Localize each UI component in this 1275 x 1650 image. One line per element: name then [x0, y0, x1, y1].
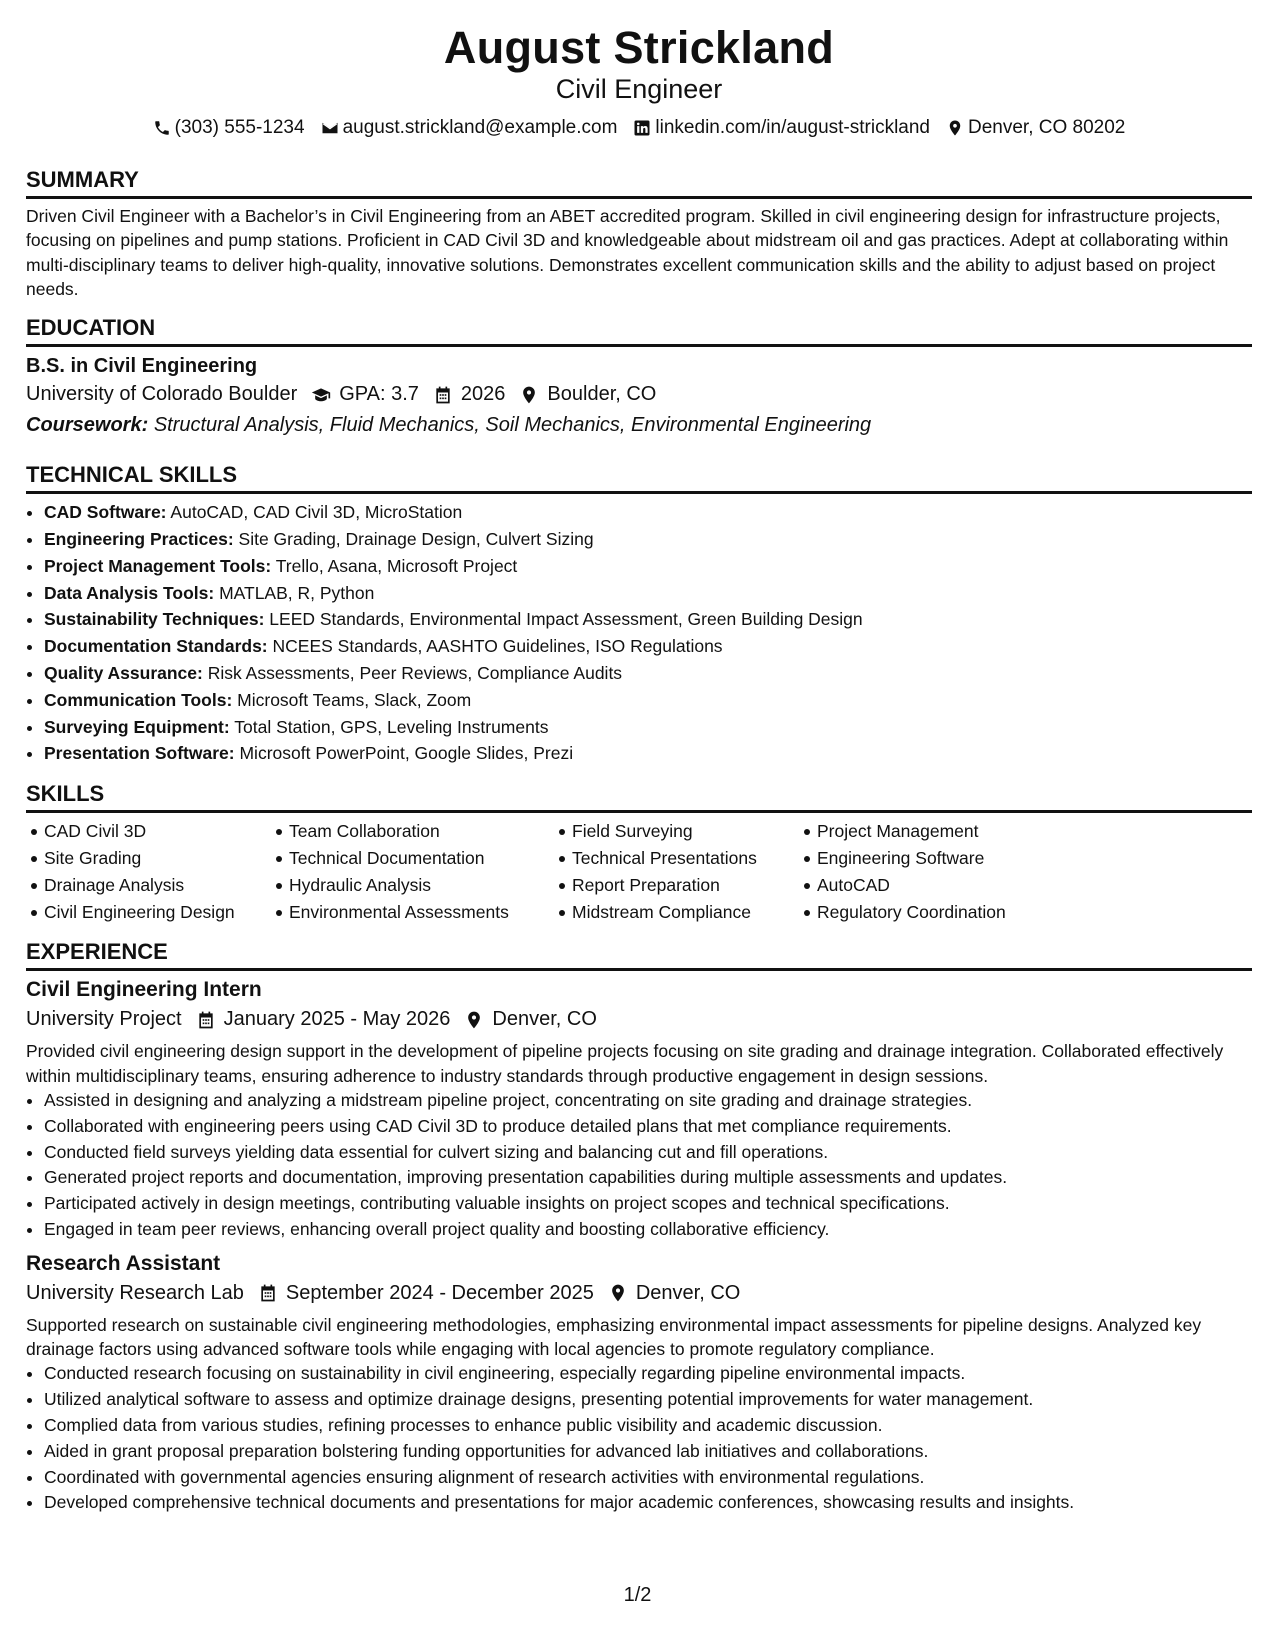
skill-category: Documentation Standards: — [44, 636, 268, 657]
skill-values: Microsoft Teams, Slack, Zoom — [237, 689, 472, 710]
list-item — [44, 580, 1252, 607]
skill-category: Surveying Equipment: — [44, 716, 230, 737]
graduation-year: 2026 — [460, 383, 506, 406]
list-item: • Collaborated with engineering peers using CAD Civil 3D to produce detailed plans that met compliance requirements. — [44, 1114, 1252, 1140]
degree: B.S. in Civil Engineering — [26, 355, 258, 378]
list-item: • Conducted research focusing on sustainability in civil engineering, especially regarding pipeline environmental impacts. — [44, 1361, 1252, 1387]
skills-heading: SKILLS — [26, 781, 1252, 813]
skill-values: Microsoft PowerPoint, Google Slides, Prezi — [239, 743, 574, 764]
list-item — [44, 553, 1252, 580]
email-link[interactable]: august.strickland@example.com — [342, 117, 618, 138]
job-dates: January 2025 - May 2026 — [223, 1008, 451, 1031]
list-item: Midstream Compliance — [572, 899, 817, 926]
coursework-list: Structural Analysis, Fluid Mechanics, Soil Mechanics, Environmental Engineering — [153, 414, 872, 437]
list-item — [44, 633, 1252, 660]
graduation-cap-icon — [311, 385, 331, 405]
job-meta — [26, 1278, 1252, 1309]
list-item: Environmental Assessments — [289, 899, 572, 926]
list-item: Hydraulic Analysis — [289, 872, 572, 899]
list-item — [44, 714, 1252, 741]
list-item: Site Grading — [44, 845, 289, 872]
skill-category: CAD Software: — [44, 502, 167, 523]
contact-linkedin[interactable] — [633, 115, 930, 141]
calendar-icon — [433, 385, 453, 405]
summary-section — [26, 167, 1252, 301]
job-title: Research Assistant — [26, 1251, 221, 1275]
envelope-icon — [321, 119, 339, 137]
list-item: Team Collaboration — [289, 818, 572, 845]
education-heading: EDUCATION — [26, 315, 1252, 347]
skill-values: Site Grading, Drainage Design, Culvert Sizing — [238, 528, 594, 549]
summary-heading: SUMMARY — [26, 167, 1252, 199]
list-item: • Engaged in team peer reviews, enhancing overall project quality and boosting collaborative efficiency. — [44, 1217, 1252, 1243]
skills-column — [289, 818, 572, 925]
job-location: Denver, CO — [492, 1008, 597, 1031]
map-pin-icon — [946, 119, 964, 137]
job-dates: September 2024 - December 2025 — [285, 1281, 594, 1304]
list-item: AutoCAD — [817, 872, 1062, 899]
technical-skills-section — [26, 462, 1252, 767]
coursework-label: Coursework: — [26, 414, 149, 437]
education-section — [26, 315, 1252, 440]
education-meta — [26, 379, 1252, 410]
list-item: • Generated project reports and documentation, improving presentation capabilities during multiple assessments and updates. — [44, 1165, 1252, 1191]
list-item: • Utilized analytical software to assess and optimize drainage designs, presenting potential improvements for water management. — [44, 1387, 1252, 1413]
job-bullets — [26, 1088, 1252, 1243]
skill-values: MATLAB, R, Python — [219, 582, 375, 603]
summary-text: Driven Civil Engineer with a Bachelor’s in Civil Engineering from an ABET accredited program. Skilled in civil engineering design for infrastructure projects, focusing on pipelines and pump stations. Proficient in CAD Civil 3D and knowledgeable about midstream oil and gas practices. Adept at collaborating within multi-disciplinary teams to deliver high-quality, innovative solutions. Demonstrates excellent communication skills and the ability to adjust based on project needs. — [26, 206, 1229, 299]
map-pin-icon — [464, 1010, 484, 1030]
contact-line — [26, 115, 1252, 141]
skill-values: LEED Standards, Environmental Impact Assessment, Green Building Design — [269, 609, 863, 630]
job-bullets — [26, 1361, 1252, 1516]
list-item — [44, 606, 1252, 633]
resume-page — [26, 22, 1252, 1516]
list-item: • Participated actively in design meetings, contributing valuable insights on project scopes and technical specifications. — [44, 1191, 1252, 1217]
job-description: Provided civil engineering design support in the development of pipeline projects focusing on site grading and drainage integration. Collaborated effectively within multidisciplinary teams, ensuring adherence to industry standards through productive engagement in design sessions. — [26, 1041, 1224, 1086]
skill-category: Quality Assurance: — [44, 662, 203, 683]
skill-category: Data Analysis Tools: — [44, 582, 215, 603]
technical-skills-heading: TECHNICAL SKILLS — [26, 462, 1252, 494]
school-name: University of Colorado Boulder — [26, 383, 298, 406]
list-item — [44, 660, 1252, 687]
gpa: GPA: 3.7 — [339, 383, 419, 406]
contact-email[interactable] — [321, 115, 618, 141]
skills-column — [817, 818, 1062, 925]
job-entry — [26, 976, 1252, 1242]
skill-category: Project Management Tools: — [44, 555, 272, 576]
calendar-icon — [196, 1010, 216, 1030]
skill-values: Total Station, GPS, Leveling Instruments — [234, 716, 549, 737]
contact-phone — [153, 115, 305, 141]
list-item: Project Management — [817, 818, 1062, 845]
list-item — [44, 687, 1252, 714]
job-title: Civil Engineering Intern — [26, 978, 262, 1002]
list-item — [44, 740, 1252, 767]
skill-values: Risk Assessments, Peer Reviews, Compliance Audits — [207, 662, 623, 683]
list-item: Technical Presentations — [572, 845, 817, 872]
skills-grid — [26, 818, 1252, 925]
list-item: • Aided in grant proposal preparation bolstering funding opportunities for advanced lab initiatives and collaborations. — [44, 1439, 1252, 1465]
list-item: CAD Civil 3D — [44, 818, 289, 845]
calendar-icon — [258, 1283, 278, 1303]
skills-section — [26, 781, 1252, 925]
list-item: Report Preparation — [572, 872, 817, 899]
list-item: Drainage Analysis — [44, 872, 289, 899]
linkedin-link[interactable]: linkedin.com/in/august-strickland — [655, 117, 930, 138]
list-item: Technical Documentation — [289, 845, 572, 872]
list-item: Regulatory Coordination — [817, 899, 1062, 926]
resume-header — [26, 22, 1252, 141]
job-meta — [26, 1004, 1252, 1035]
map-pin-icon — [519, 385, 539, 405]
list-item — [44, 499, 1252, 526]
skill-category: Engineering Practices: — [44, 528, 234, 549]
skill-values: Trello, Asana, Microsoft Project — [275, 555, 518, 576]
skill-category: Communication Tools: — [44, 689, 233, 710]
job-entry — [26, 1250, 1252, 1516]
school-location: Boulder, CO — [547, 383, 657, 406]
list-item: • Assisted in designing and analyzing a midstream pipeline project, concentrating on site grading and drainage strategies. — [44, 1088, 1252, 1114]
experience-heading: EXPERIENCE — [26, 939, 1252, 971]
phone-icon — [153, 119, 171, 137]
candidate-title: Civil Engineer — [555, 74, 723, 104]
list-item: • Complied data from various studies, refining processes to enhance public visibility and academic discussion. — [44, 1413, 1252, 1439]
phone-text: (303) 555-1234 — [174, 117, 305, 138]
list-item: Engineering Software — [817, 845, 1062, 872]
list-item: Field Surveying — [572, 818, 817, 845]
skill-category: Sustainability Techniques: — [44, 609, 265, 630]
list-item: • Coordinated with governmental agencies ensuring alignment of research activities with environmental regulations. — [44, 1465, 1252, 1491]
job-organization: University Research Lab — [26, 1281, 244, 1304]
skill-values: NCEES Standards, AASHTO Guidelines, ISO Regulations — [272, 636, 723, 657]
skills-column — [572, 818, 817, 925]
technical-skills-list — [26, 499, 1252, 767]
job-organization: University Project — [26, 1008, 182, 1031]
coursework — [26, 410, 1252, 440]
page-number: 1/2 — [623, 1584, 652, 1606]
experience-section — [26, 939, 1252, 1516]
skill-category: Presentation Software: — [44, 743, 235, 764]
list-item: • Conducted field surveys yielding data essential for culvert sizing and balancing cut and fill operations. — [44, 1140, 1252, 1166]
location-text: Denver, CO 80202 — [968, 117, 1126, 138]
list-item: • Developed comprehensive technical documents and presentations for major academic conferences, showcasing results and insights. — [44, 1490, 1252, 1516]
candidate-name: August Strickland — [443, 22, 835, 73]
list-item — [44, 526, 1252, 553]
contact-location — [946, 115, 1125, 141]
skills-column — [44, 818, 289, 925]
map-pin-icon — [608, 1283, 628, 1303]
job-description: Supported research on sustainable civil engineering methodologies, emphasizing environmental impact assessments for pipeline designs. Analyzed key drainage factors using advanced software tools while engaging with local agencies to promote regulatory compliance. — [26, 1314, 1202, 1360]
job-location: Denver, CO — [635, 1281, 741, 1304]
list-item: Civil Engineering Design — [44, 899, 289, 926]
skill-values: AutoCAD, CAD Civil 3D, MicroStation — [170, 502, 463, 523]
linkedin-icon — [633, 119, 651, 137]
